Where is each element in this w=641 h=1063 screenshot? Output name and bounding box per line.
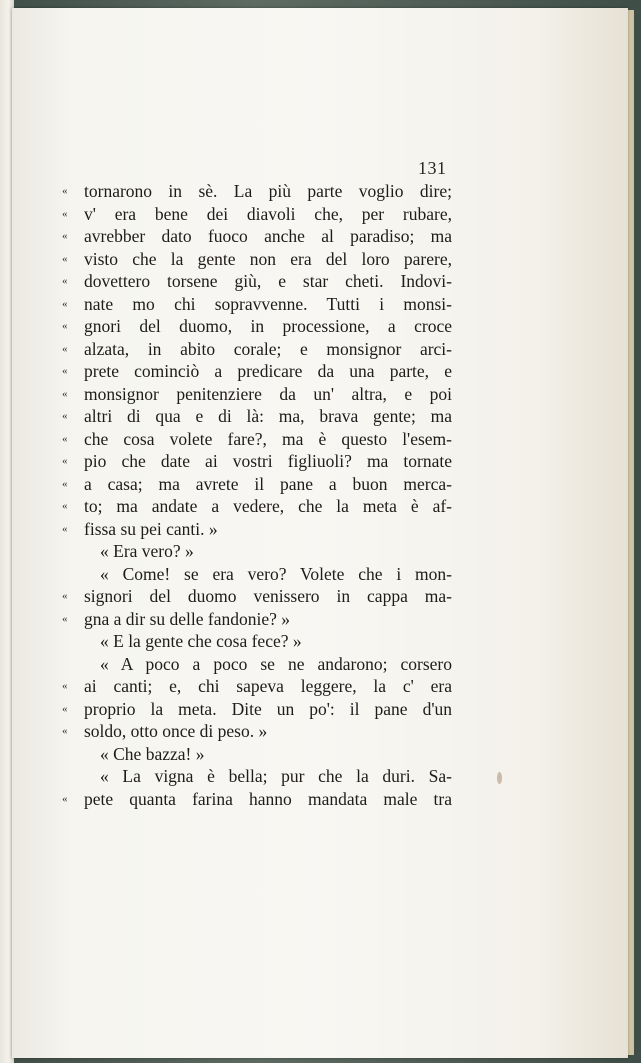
quote-mark: « [62, 252, 68, 265]
line-text: prete cominciò a predicare da una parte, e [84, 361, 452, 381]
line-text: gna a dir su delle fandonie? » [84, 608, 291, 629]
text-line [62, 788, 452, 811]
quote-mark: « [62, 702, 68, 715]
text-line [62, 495, 452, 518]
text-line [62, 315, 452, 338]
text-line [62, 675, 452, 698]
line-text: a casa; ma avrete il pane a buon merca- [84, 473, 452, 494]
line-text: « Che bazza! » [100, 743, 205, 764]
text-line [62, 765, 452, 788]
quote-mark: « [62, 275, 68, 287]
text-line [62, 248, 452, 271]
text-line [62, 270, 452, 293]
quote-mark: « [62, 230, 68, 242]
quote-mark: « [62, 410, 68, 422]
text-line [62, 450, 452, 473]
line-text: dovettero torsene giù, e star cheti. Indovi- [84, 271, 452, 291]
text-line [62, 720, 452, 743]
line-text: soldo, otto once di peso. » [84, 721, 268, 741]
line-text: altri di qua e di là: ma, brava gente; ma [84, 406, 452, 426]
quote-mark: « [62, 387, 68, 400]
text-line [62, 473, 452, 496]
body-text [62, 180, 452, 810]
text-line [62, 563, 452, 586]
quote-mark: « [62, 207, 68, 220]
quote-mark: « [62, 432, 68, 445]
line-text: monsignor penitenziere da un' altra, e poi [84, 383, 452, 404]
line-text: tornarono in sè. La più parte voglio dire; [84, 181, 452, 201]
line-text: « A poco a poco se ne andarono; corsero [100, 653, 452, 674]
quote-mark: « [62, 500, 68, 512]
page-number: 131 [418, 158, 447, 178]
quote-mark: « [62, 522, 68, 535]
quote-mark: « [62, 185, 68, 197]
quote-mark: « [62, 680, 68, 692]
line-text: alzata, in abito corale; e monsignor arci- [84, 338, 452, 359]
quote-mark: « [62, 590, 68, 602]
text-line [62, 518, 452, 541]
quote-mark: « [62, 792, 68, 805]
quote-mark: « [62, 725, 68, 737]
quote-mark: « [62, 342, 68, 355]
quote-mark: « [62, 612, 68, 625]
line-text: che cosa volete fare?, ma è questo l'esem- [84, 428, 452, 449]
text-line [62, 585, 452, 608]
line-text: gnori del duomo, in processione, a croce [84, 316, 452, 336]
line-text: nate mo chi sopravvenne. Tutti i monsi- [84, 293, 452, 314]
text-line [62, 743, 452, 766]
quote-mark: « [62, 320, 68, 332]
line-text: ai canti; e, chi sapeva leggere, la c' era [84, 676, 452, 696]
text-line [62, 225, 452, 248]
text-line [62, 405, 452, 428]
line-text: « Era vero? » [100, 541, 194, 561]
quote-mark: « [62, 365, 68, 377]
line-text: signori del duomo venissero in cappa ma- [84, 586, 452, 606]
text-line [62, 540, 452, 563]
line-text: « Come! se era vero? Volete che i mon- [100, 563, 452, 584]
quote-mark: « [62, 455, 68, 467]
line-text: pio che date ai vostri figliuoli? ma tornate [84, 451, 452, 471]
text-line [62, 293, 452, 316]
line-text: « E la gente che cosa fece? » [100, 631, 302, 651]
text-line [62, 698, 452, 721]
quote-mark: « [62, 477, 68, 490]
text-line [62, 630, 452, 653]
line-text: visto che la gente non era del loro parere, [84, 248, 452, 269]
ink-smudge [497, 772, 502, 784]
line-text: proprio la meta. Dite un po': il pane d'un [84, 698, 452, 719]
text-line [62, 338, 452, 361]
text-line [62, 383, 452, 406]
text-line [62, 360, 452, 383]
text-line [62, 180, 452, 203]
line-text: v' era bene dei diavoli che, per rubare, [84, 203, 452, 224]
line-text: to; ma andate a vedere, che la meta è af- [84, 496, 452, 516]
line-text: pete quanta farina hanno mandata male tra [84, 788, 452, 809]
text-line [62, 428, 452, 451]
text-line [62, 608, 452, 631]
line-text: fissa su pei canti. » [84, 518, 218, 539]
line-text: avrebber dato fuoco anche al paradiso; ma [84, 226, 452, 246]
line-text: « La vigna è bella; pur che la duri. Sa- [100, 766, 452, 786]
quote-mark: « [62, 297, 68, 310]
text-line [62, 653, 452, 676]
text-line [62, 203, 452, 226]
